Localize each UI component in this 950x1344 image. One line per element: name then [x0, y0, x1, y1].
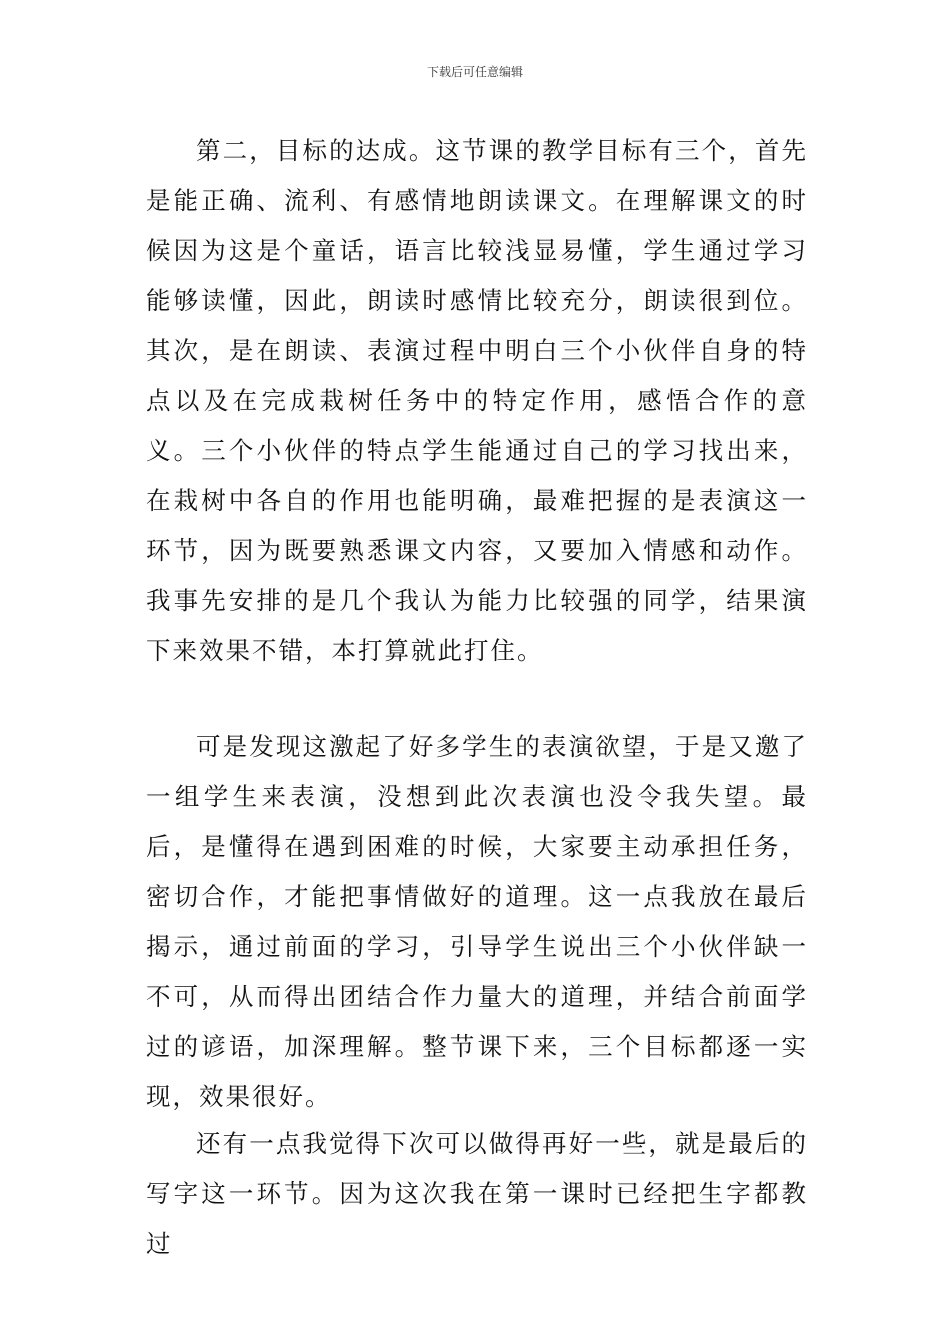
page-header-note: 下载后可任意编辑	[426, 65, 523, 79]
body-paragraph-3: 还有一点我觉得下次可以做得再好一些，就是最后的写字这一环节。因为这次我在第一课时已经把生字都教过	[146, 1129, 808, 1258]
body-paragraph-2: 可是发现这激起了好多学生的表演欲望，于是又邀了一组学生来表演，没想到此次表演也没令我失望。最后，是懂得在遇到困难的时候，大家要主动承担任务，密切合作，才能把事情做好的道理。这一点我放在最后揭示，通过前面的学习，引导学生说出三个小伙伴缺一不可，从而得出团结合作力量大的道理，并结合前面学过的谚语，加深理解。整节课下来，三个目标都逐一实现，效果很好。	[146, 732, 808, 1111]
body-paragraph-1: 第二，目标的达成。这节课的教学目标有三个，首先是能正确、流利、有感情地朗读课文。在理解课文的时候因为这是个童话，语言比较浅显易懂，学生通过学习能够读懂，因此，朗读时感情比较充分，朗读很到位。其次，是在朗读、表演过程中明白三个小伙伴自身的特点以及在完成栽树任务中的特定作用，感悟合作的意义。三个小伙伴的特点学生能通过自己的学习找出来，在栽树中各自的作用也能明确，最难把握的是表演这一环节，因为既要熟悉课文内容，又要加入情感和动作。我事先安排的是几个我认为能力比较强的同学，结果演下来效果不错，本打算就此打住。	[146, 136, 808, 665]
